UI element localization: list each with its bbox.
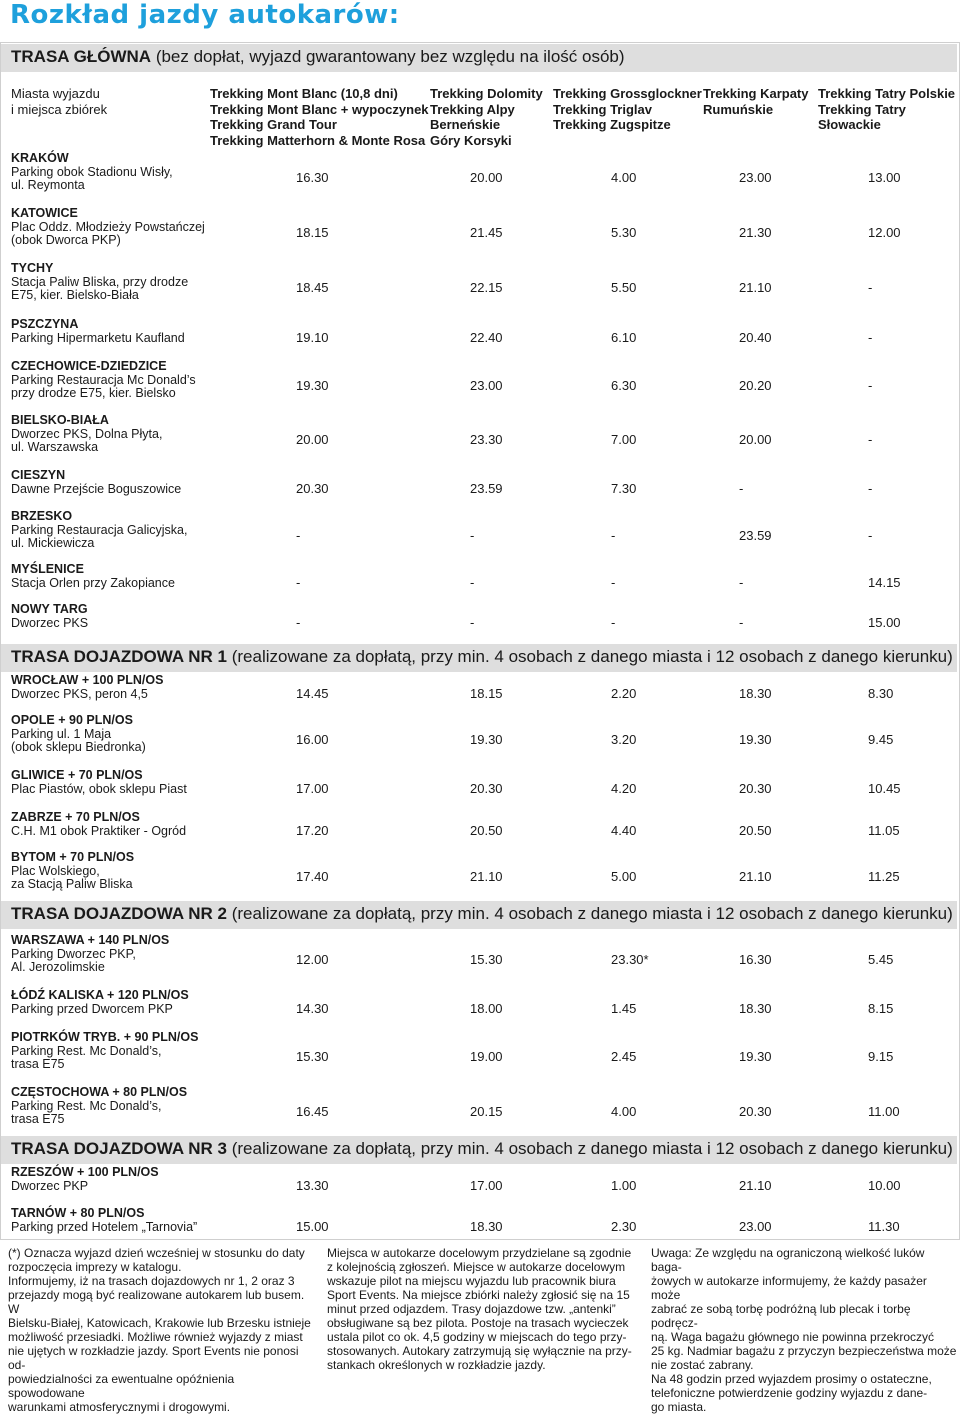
departure-time: 11.05 [868,823,900,838]
departure-time: 9.45 [868,732,894,747]
departure-time: 23.59 [739,528,772,543]
city-name: KATOWICE [11,206,78,220]
departure-time: 11.25 [868,869,900,884]
city-name: WARSZAWA + 140 PLN/OS [11,933,170,947]
city-meeting-point: Parking obok Stadionu Wisły, ul. Reymonta [11,164,173,192]
col-header-karpaty: Trekking Karpaty Rumuńskie [703,86,809,117]
col-header-mont-blanc: Trekking Mont Blanc (10,8 dni) Trekking Mont Blanc + wypoczynek Trekking Grand Tour Trekking Matterhorn & Monte Rosa [210,86,429,148]
departure-time: 20.30 [739,781,772,796]
departure-time: 23.00 [739,1219,772,1234]
city-meeting-point: Dworzec PKP [11,1178,89,1193]
departure-time: - [296,528,301,543]
city-cell [11,469,181,496]
city-cell [11,262,188,303]
departure-time: 20.00 [739,432,772,447]
departure-time: 4.20 [611,781,637,796]
title-banner [0,0,960,42]
departure-time: 19.10 [296,330,329,345]
departure-time: 12.00 [868,225,901,240]
main-route-band [1,44,957,72]
col-header-grossglockner: Trekking Grossglockner Trekking Triglav Trekking Zugspitze [553,86,702,132]
city-cell [11,811,186,838]
route1-label: TRASA DOJAZDOWA NR 1 [11,647,227,666]
departure-time: 18.15 [296,225,329,240]
departure-time: 16.30 [739,952,772,967]
page-title: Rozkład jazdy autokarów: [10,0,400,30]
departure-time: 18.45 [296,280,329,295]
city-meeting-point: Parking Dworzec PKP, Al. Jerozolimskie [11,946,136,974]
departure-time: 21.10 [739,280,772,295]
departure-time: 8.15 [868,1001,894,1016]
departure-time: 11.00 [868,1104,900,1119]
footer-notes-left: (*) Oznacza wyjazd dzień wcześniej w stosunku do daty rozpoczęcia imprezy w katalogu. Informujemy, iż na trasach dojazdowych nr 1, 2 oraz 3 przejazdy mogą być realizowane autokarem lub busem. W Bielsku-Białej, Katowicach, Krakowie lub Brzesku istnieje możliwość przesiadki. Możliwe również wyjazdy z miast nie ujętych w rozkładzie jazdy. Sport Events nie ponosi od- powiedzialności za ewentualne opóźnienia spowodowane warunkami atmosferycznymi i drogowymi. [8,1246,311,1414]
departure-time: 15.00 [868,615,901,630]
departure-time: - [868,432,873,447]
city-name: ŁÓDŹ KALISKA + 120 PLN/OS [11,988,189,1002]
footer-notes-right: Uwaga: Ze względu na ograniczoną wielkość luków baga- żowych w autokarze informujemy, że każdy pasażer może zabrać ze sobą torbę podróżną lub plecak i torbę podręcz- ną. Waga bagażu głównego nie powinna przekroczyć 25 kg. Nadmiar bagażu z przyczyn bezpieczeństwa może nie zostać zabrany. Na 48 godzin przed wyjazdem prosimy o ostateczne, telefoniczne potwierdzenie godziny wyjazdu z dane- go miasta. [651,1246,957,1414]
departure-time: 20.50 [739,823,772,838]
departure-time: 20.50 [470,823,503,838]
route3-band [1,1136,957,1164]
city-meeting-point: Dworzec PKS, Dolna Płyta, ul. Warszawska [11,426,163,454]
city-name: NOWY TARG [11,602,88,616]
route3-label: TRASA DOJAZDOWA NR 3 [11,1139,227,1158]
departure-time: 10.00 [868,1178,901,1193]
departure-time: - [868,280,873,295]
route2-band [1,901,957,929]
departure-time: 23.00 [739,170,772,185]
departure-time: 20.40 [739,330,772,345]
departure-time: 18.00 [470,1001,503,1016]
departure-time: - [611,615,616,630]
departure-time: 2.45 [611,1049,637,1064]
departure-time: 21.30 [739,225,772,240]
departure-time: 23.59 [470,481,503,496]
col-header-dolomity: Trekking Dolomity Trekking Alpy Berneńskie Góry Korsyki [430,86,543,148]
city-name: CZECHOWICE-DZIEDZICE [11,359,167,373]
departure-time: 21.10 [739,869,772,884]
departure-time: 5.30 [611,225,637,240]
departure-time: - [739,575,744,590]
route3-note: (realizowane za dopłatą, przy min. 4 osobach z danego miasta i 12 osobach z danego kierunku) [231,1139,953,1158]
city-cell [11,414,162,455]
city-meeting-point: Stacja Orlen przy Zakopiance [11,575,175,590]
city-meeting-point: Plac Oddz. Młodzieży Powstańczej (obok Dworca PKP) [11,219,205,247]
departure-time: 21.10 [470,869,503,884]
departure-time: 20.30 [470,781,503,796]
departure-time: - [868,481,873,496]
departure-time: 18.30 [470,1219,503,1234]
city-cell [11,318,185,345]
city-meeting-point: Plac Piastów, obok sklepu Piast [11,781,187,796]
departure-time: 5.45 [868,952,894,967]
departure-time: 18.30 [739,686,772,701]
departure-time: 17.00 [470,1178,503,1193]
departure-time: - [611,575,616,590]
city-cell [11,769,187,796]
departure-time: 19.30 [296,378,329,393]
departure-time: 6.30 [611,378,637,393]
departure-time: 18.15 [470,686,503,701]
departure-time: 22.40 [470,330,503,345]
departure-time: 1.45 [611,1001,637,1016]
city-name: BRZESKO [11,509,73,523]
city-cell [11,563,175,590]
departure-time: - [868,330,873,345]
departure-time: 15.30 [470,952,503,967]
city-name: CZĘSTOCHOWA + 80 PLN/OS [11,1085,188,1099]
departure-time: - [470,575,475,590]
departure-time: 21.10 [739,1178,772,1193]
departure-time: 5.00 [611,869,637,884]
departure-time: 7.30 [611,481,637,496]
city-meeting-point: Parking Rest. Mc Donald’s, trasa E75 [11,1098,162,1126]
departure-time: - [296,575,301,590]
departure-time: 5.50 [611,280,637,295]
departure-time: 10.45 [868,781,901,796]
departure-time: 20.00 [470,170,503,185]
departure-time: 19.30 [739,732,772,747]
departure-time: 14.45 [296,686,329,701]
city-cell [11,851,134,892]
departure-time: 11.30 [868,1219,900,1234]
city-name: WROCŁAW + 100 PLN/OS [11,673,164,687]
departure-time: 19.00 [470,1049,503,1064]
city-meeting-point: Plac Wolskiego, za Stacją Paliw Bliska [11,863,133,891]
departure-time: - [296,615,301,630]
departure-time: 16.30 [296,170,329,185]
departure-time: 23.30* [611,952,649,967]
city-cell [11,603,88,630]
city-meeting-point: Parking Hipermarketu Kaufland [11,330,185,345]
city-name: BYTOM + 70 PLN/OS [11,850,135,864]
departure-time: 20.20 [739,378,772,393]
departure-time: - [739,481,744,496]
departure-time: 20.30 [296,481,329,496]
city-name: ZABRZE + 70 PLN/OS [11,810,140,824]
departure-time: 23.30 [470,432,503,447]
city-meeting-point: C.H. M1 obok Praktiker - Ogród [11,823,187,838]
city-name: KRAKÓW [11,151,69,165]
departure-time: 9.15 [868,1049,894,1064]
departure-time: 15.30 [296,1049,329,1064]
departure-time: 2.20 [611,686,637,701]
departure-time: - [470,615,475,630]
city-name: CIESZYN [11,468,66,482]
city-cell [11,1031,198,1072]
departure-time: 16.45 [296,1104,329,1119]
departure-time: 14.15 [868,575,901,590]
city-cell [11,1086,187,1127]
departure-time: 1.00 [611,1178,637,1193]
city-name: MYŚLENICE [11,562,84,576]
col-header-cities: Miasta wyjazdu i miejsca zbiórek [11,86,108,117]
main-route-label: TRASA GŁÓWNA [11,47,152,66]
departure-time: 14.30 [296,1001,329,1016]
city-meeting-point: Dawne Przejście Boguszowice [11,481,182,496]
city-cell [11,989,189,1016]
city-cell [11,714,146,755]
city-cell [11,934,169,975]
departure-time: 19.30 [739,1049,772,1064]
departure-time: 4.40 [611,823,637,838]
city-meeting-point: Stacja Paliw Bliska, przy drodze E75, kier. Bielsko-Biała [11,274,189,302]
city-name: BIELSKO-BIAŁA [11,413,109,427]
departure-time: - [739,615,744,630]
departure-time: 12.00 [296,952,329,967]
main-route-note: (bez dopłat, wyjazd gwarantowany bez względu na ilość osób) [155,47,625,66]
city-name: PIOTRKÓW TRYB. + 90 PLN/OS [11,1030,199,1044]
departure-time: 7.00 [611,432,637,447]
route2-label: TRASA DOJAZDOWA NR 2 [11,904,227,923]
route1-band [1,644,957,672]
city-name: OPOLE + 90 PLN/OS [11,713,133,727]
departure-time: 4.00 [611,170,637,185]
departure-time: 3.20 [611,732,637,747]
departure-time: 15.00 [296,1219,329,1234]
departure-time: 21.45 [470,225,503,240]
city-cell [11,152,173,193]
route1-note: (realizowane za dopłatą, przy min. 4 osobach z danego miasta i 12 osobach z danego kierunku) [231,647,953,666]
departure-time: 8.30 [868,686,894,701]
departure-time: - [611,528,616,543]
city-meeting-point: Parking przed Dworcem PKP [11,1001,173,1016]
city-cell [11,360,196,401]
departure-time: 22.15 [470,280,503,295]
city-name: TARNÓW + 80 PLN/OS [11,1206,145,1220]
departure-time: 18.30 [739,1001,772,1016]
departure-time: 20.15 [470,1104,503,1119]
city-meeting-point: Dworzec PKS, peron 4,5 [11,686,148,701]
city-meeting-point: Parking ul. 1 Maja (obok sklepu Biedronka) [11,726,146,754]
departure-time: 19.30 [470,732,503,747]
departure-time: - [868,528,873,543]
departure-time: 2.30 [611,1219,637,1234]
departure-time: 17.40 [296,869,329,884]
departure-time: 6.10 [611,330,637,345]
departure-time: - [868,378,873,393]
departure-time: 4.00 [611,1104,637,1119]
city-meeting-point: Parking Restauracja Mc Donald’s przy drodze E75, kier. Bielsko [11,372,196,400]
departure-time: 13.30 [296,1178,329,1193]
city-cell [11,1207,197,1234]
departure-time: 20.30 [739,1104,772,1119]
city-cell [11,1166,159,1193]
departure-time: 17.20 [296,823,329,838]
footer-notes-middle: Miejsca w autokarze docelowym przydzielane są zgodnie z kolejnością zgłoszeń. Miejsce w autokarze docelowym wskazuje pilot na miejscu wyjazdu lub pracownik biura Sport Events. Na miejsce zbiórki należy zgłosić się na 15 minut przed odjazdem. Trasy dojazdowe tzw. „antenki” obsługiwane są bez pilota. Postoje na trasach wycieczek ustala pilot co ok. 4,5 godziny w miejscach do tego przy- stosowanych. Autokary zatrzymują się wyłącznie na przy- stankach określonych w rozkładzie jazdy. [327,1246,632,1372]
city-cell [11,207,205,248]
route2-note: (realizowane za dopłatą, przy min. 4 osobach z danego miasta i 12 osobach z danego kierunku) [231,904,953,923]
city-name: TYCHY [11,261,54,275]
city-cell [11,510,187,551]
city-name: PSZCZYNA [11,317,79,331]
city-meeting-point: Dworzec PKS [11,615,89,630]
city-meeting-point: Parking Restauracja Galicyjska, ul. Mickiewicza [11,522,188,550]
city-name: GLIWICE + 70 PLN/OS [11,768,143,782]
departure-time: 17.00 [296,781,329,796]
city-meeting-point: Parking przed Hotelem „Tarnovia” [11,1219,198,1234]
departure-time: 23.00 [470,378,503,393]
col-header-tatry: Trekking Tatry Polskie Trekking Tatry Słowackie [818,86,956,132]
city-name: RZESZÓW + 100 PLN/OS [11,1165,159,1179]
departure-time: 20.00 [296,432,329,447]
departure-time: 13.00 [868,170,901,185]
city-meeting-point: Parking Rest. Mc Donald’s, trasa E75 [11,1043,162,1071]
city-cell [11,674,163,701]
departure-time: 16.00 [296,732,329,747]
departure-time: - [470,528,475,543]
